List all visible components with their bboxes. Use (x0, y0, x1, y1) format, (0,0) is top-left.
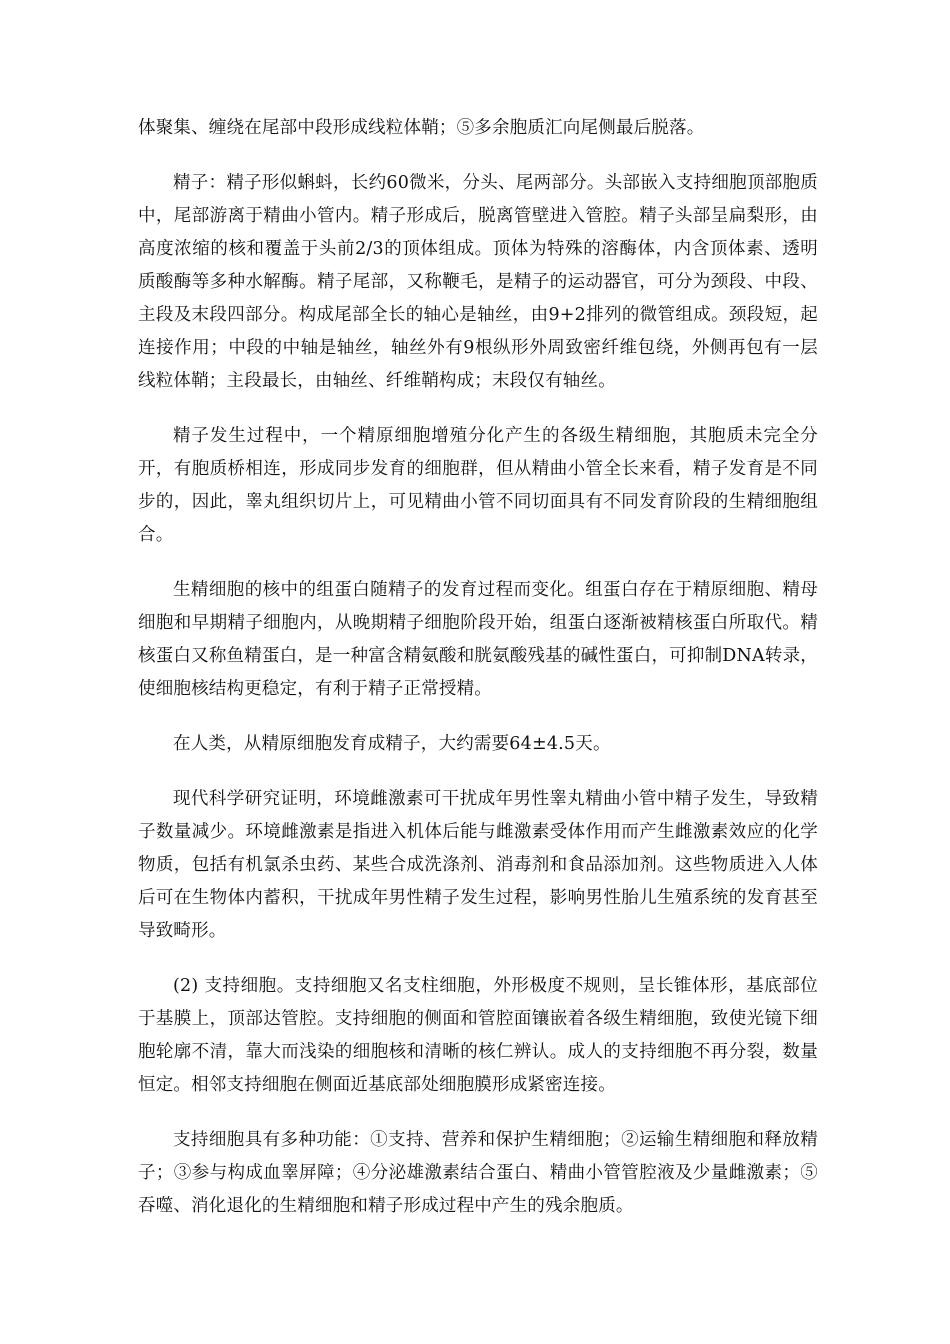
paragraph-sertoli-function: 支持细胞具有多种功能：①支持、营养和保护生精细胞；②运输生精细胞和释放精子；③参与构成血睾屏障；④分泌雄激素结合蛋白、精曲小管管腔液及少量雌激素；⑤吞噬、消化退化的生精细胞和精子形成过程中产生的残余胞质。 (138, 1130, 818, 1216)
paragraph-continuation: 体聚集、缠绕在尾部中段形成线粒体鞘；⑤多余胞质汇向尾侧最后脱落。 (138, 118, 705, 138)
paragraph-sertoli-cell: (2) 支持细胞。支持细胞又名支柱细胞，外形极度不规则，呈长锥体形，基底部位于基膜上，顶部达管腔。支持细胞的侧面和管腔面镶嵌着各级生精细胞，致使光镜下细胞轮廓不清，靠大而浅染的细胞核和清晰的核仁辨认。成人的支持细胞不再分裂，数量恒定。相邻支持细胞在侧面近基底部处细胞膜形成紧密连接。 (138, 976, 818, 1095)
document-page (138, 112, 818, 1223)
paragraph-sperm: 精子：精子形似蝌蚪，长约60微米，分头、尾两部分。头部嵌入支持细胞顶部胞质中，尾部游离于精曲小管内。精子形成后，脱离管壁进入管腔。精子头部呈扁梨形，由高度浓缩的核和覆盖于头前2/3的顶体组成。顶体为特殊的溶酶体，内含顶体素、透明质酸酶等多种水解酶。精子尾部，又称鞭毛，是精子的运动器官，可分为颈段、中段、主段及末段四部分。构成尾部全长的轴心是轴丝，由9+2排列的微管组成。颈段短，起连接作用；中段的中轴是轴丝，轴丝外有9根纵形外周致密纤维包绕，外侧再包有一层线粒体鞘；主段最长，由轴丝、纤维鞘构成；末段仅有轴丝。 (138, 173, 818, 391)
paragraph-environmental-estrogen: 现代科学研究证明，环境雌激素可干扰成年男性睾丸精曲小管中精子发生，导致精子数量减少。环境雌激素是指进入机体后能与雌激素受体作用而产生雌激素效应的化学物质，包括有机氯杀虫药、某些合成洗涤剂、消毒剂和食品添加剂。这些物质进入人体后可在生物体内蓄积，干扰成年男性精子发生过程，影响男性胎儿生殖系统的发育甚至导致畸形。 (138, 789, 818, 941)
paragraph-spermatogenesis: 精子发生过程中，一个精原细胞增殖分化产生的各级生精细胞，其胞质未完全分开，有胞质桥相连，形成同步发育的细胞群，但从精曲小管全长来看，精子发育是不同步的，因此，睾丸组织切片上，可见精曲小管不同切面具有不同发育阶段的生精细胞组合。 (138, 426, 818, 545)
paragraph-histone: 生精细胞的核中的组蛋白随精子的发育过程而变化。组蛋白存在于精原细胞、精母细胞和早期精子细胞内，从晚期精子细胞阶段开始，组蛋白逐渐被精核蛋白所取代。精核蛋白又称鱼精蛋白，是一种富含精氨酸和胱氨酸残基的碱性蛋白，可抑制DNA转录，使细胞核结构更稳定，有利于精子正常授精。 (138, 580, 818, 699)
paragraph-duration: 在人类，从精原细胞发育成精子，大约需要64±4.5天。 (173, 734, 611, 754)
